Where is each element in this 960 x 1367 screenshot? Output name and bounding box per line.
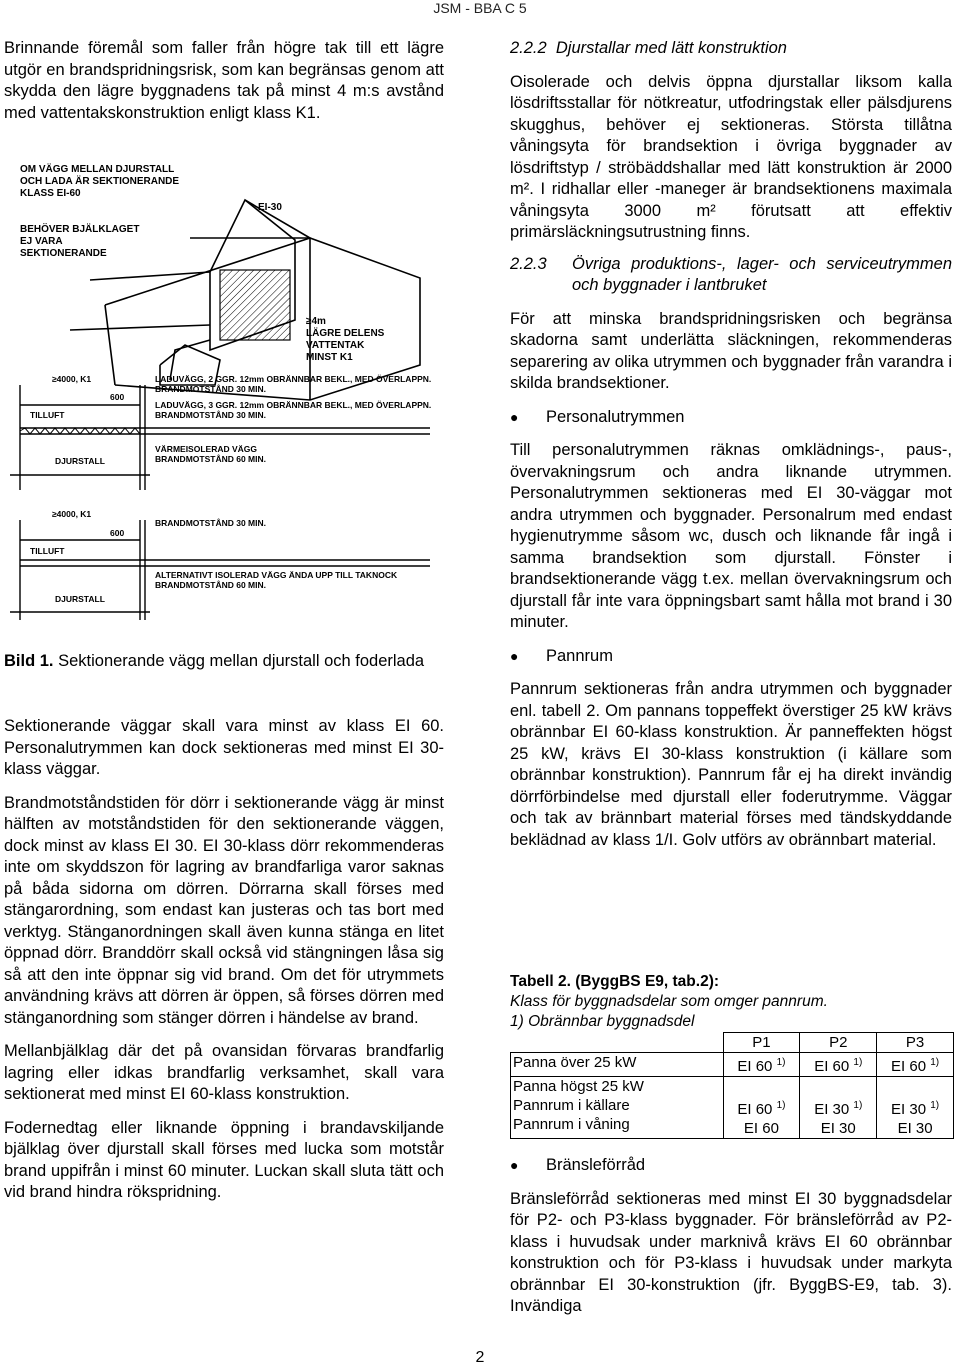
section-2-2-2-heading: 2.2.2 Djurstallar med lätt konstruktion — [510, 39, 787, 57]
table-title: Tabell 2. (ByggBS E9, tab.2): — [510, 973, 720, 990]
diagram-roof-note-1: ≥4m — [306, 316, 326, 327]
s2-brandmotstand: BRANDMOTSTÅND 30 MIN. — [155, 518, 266, 528]
table-subtitle: Klass för byggnadsdelar som omger pannrum. — [510, 993, 828, 1010]
s2-dim-label: ≥4000, K1 — [52, 509, 92, 519]
bullet-personalutrymmen: ● Personalutrymmen — [510, 407, 685, 426]
paragraph-doors: Brandmotståndstiden för dörr i sektionerande vägg är minst hälften av motståndstiden för den sektionerande väggen, dock minst av klass EI 30. EI 30-klass dörr rekommenderas inte om skyddszon för lagring av brandfarliga varor saknas på båda sidorna om dörren. Dörrarna skall förses med stängarordning, som endast kan justeras och tas bort med verktyg. Stänganordningen skall även kunna stänga en litet öppnad dörr. Branddörr skall också vid stängningen låsa sig så att den inte öppnar sig vid brand. Om det för utrymmets användning krävs att dörren är öppen, så förses dörren med stänganordning som stänger dörren i händelse av brand. — [4, 793, 444, 1027]
s2-dim-600: 600 — [110, 528, 125, 538]
paragraph-floors: Mellanbjälklag där det på ovansidan förvaras brandfarlig lagring eller idkas brandfarlig verksamhet, skall vara sektionerat med minst EI 60-klass konstruktion. — [4, 1042, 444, 1103]
s2-alternativt-1: ALTERNATIVT ISOLERAD VÄGG ÄNDA UPP TILL TAKNOCK — [155, 570, 398, 580]
s1-varme-2: BRANDMOTSTÅND 60 MIN. — [155, 454, 266, 464]
s1-djurstall: DJURSTALL — [55, 456, 105, 466]
s1-tilluft: TILLUFT — [30, 410, 65, 420]
diagram-beam-note-2: EJ VARA — [20, 236, 63, 247]
s2-tilluft: TILLUFT — [30, 546, 65, 556]
bullet-bransleforrad: ● Bränsleförråd — [510, 1156, 646, 1174]
table-row: Panna högst 25 kW Pannrum i källare Pannrum i våning EI 60 $^{1)}$ EI 60 EI 30 $^{1)}$ EI 30 EI 30 $^{1)}$ EI 30 — [511, 1077, 954, 1139]
left-body — [4, 716, 444, 1204]
s1-laduvagg-2b: BRANDMOTSTÅND 30 MIN. — [155, 410, 266, 420]
pannrum-text: Pannrum sektioneras från andra utrymmen och byggnader enl. tabell 2. Om pannans toppeffekt överstiger 25 kW krävs obrännbar EI 60-klass konstruktion. Är panneffekten högst 25 kW, krävs EI 30-klass konstruktion (i källare som obrännbar konstruktion). Pannrum får ej ha direkt invändig dörrförbindelse med djurstall eller foderutrymme. Väggar och tak av brännbart material förses med tändskyddande beklädnad av klass 1/I. Golv utförs av obrännbart material. — [510, 680, 952, 849]
s1-laduvagg-1b: BRANDMOTSTÅND 30 MIN. — [155, 384, 266, 394]
paragraph-hatch: Fodernedtag eller liknande öppning i brandavskiljande bjälklag över djurstall skall förses med lucka som motstår brand uppifrån i minst 60 minuter. Luckan skall sluta tätt och vid brand hindra rökspridning. — [4, 1118, 444, 1201]
diagram-top-note-3: KLASS EI-60 — [20, 188, 81, 199]
section-2-2-3-text: För att minska brandspridningsrisken och begränsa skadorna samt underlätta släckningen, rekommenderas separering av olika utrymmen och byggnader från varandra i skilda brandsektioner. — [510, 309, 952, 392]
bransleforrad-block — [510, 1155, 952, 1318]
section-diagram — [10, 160, 440, 640]
s1-laduvagg-2: LADUVÄGG, 3 GGR. 12mm OBRÄNNBAR BEKL., MED ÖVERLAPPN. — [155, 400, 432, 410]
diagram-beam-note-3: SEKTIONERANDE — [20, 248, 107, 259]
diagram-top-note-1: OM VÄGG MELLAN DJURSTALL — [20, 164, 175, 175]
section-2-2-3-heading: 2.2.3 Övriga produktions-, lager- och serviceutrymmen och byggnader i lantbruket — [510, 254, 952, 294]
figure-caption: Bild 1. Sektionerande vägg mellan djurstall och foderlada — [4, 652, 425, 670]
table-2-block — [510, 972, 952, 1139]
s1-dim-label: ≥4000, K1 — [52, 374, 92, 384]
personalutrymmen-text: Till personalutrymmen räknas omklädnings-, paus-, övervakningsrum och andra liknande utrymmen. Personalutrymmen sektioneras med EI 30-väggar mot andra utrymmen och byggnader. Personalrum med endast hygienutrymme såsom wc, dusch och liknande får ingå i samma brandsektion som djurstall. Fönster i brandsektionerande vägg t.ex. mellan övervakningsrum och djurstall får inte vara öppningsbart samt hålla mot brand i 30 minuter. — [510, 441, 952, 631]
class-table — [510, 1032, 954, 1139]
paragraph-walls: Sektionerande väggar skall vara minst av klass EI 60. Personalutrymmen kan dock sektioneras med minst EI 30-klass väggar. — [4, 717, 444, 778]
table-row: Panna över 25 kW EI 60 $^{1)}$ EI 60 $^{1)}$ EI 60 $^{1)}$ — [511, 1053, 954, 1077]
diagram-roof-note-2: LÄGRE DELENS — [306, 328, 385, 339]
intro-paragraph: Brinnande föremål som faller från högre tak till ett lägre utgör en brandspridningsrisk, som kan begränsas genom att skydda den lägre byggnadens tak på minst 4 m:s avstånd med vattentakskonstruktion enligt klass K1. — [4, 39, 444, 122]
diagram-roof-note-3: VATTENTAK — [306, 340, 365, 351]
s1-laduvagg-1: LADUVÄGG, 2 GGR. 12mm OBRÄNNBAR BEKL., MED ÖVERLAPPN. — [155, 374, 432, 384]
diagram-beam-note-1: BEHÖVER BJÄLKLAGET — [20, 224, 140, 235]
s2-djurstall: DJURSTALL — [55, 594, 105, 604]
page-header: JSM - BBA C 5 — [433, 0, 527, 16]
diagram-ei30-label: EI-30 — [258, 202, 282, 213]
right-body — [510, 38, 952, 851]
table-header-row: P1 P2 P3 — [511, 1033, 954, 1053]
diagram-roof-note-4: MINST K1 — [306, 352, 353, 363]
bullet-pannrum: ● Pannrum — [510, 646, 613, 665]
section-2-2-2-text: Oisolerade och delvis öppna djurstallar liksom kalla lösdriftsstallar för nötkreatur, utfodringstak eller pälsdjurens skugghus, behöver ej sektioneras. Största tillåtna våningsyta för brandsektion i övriga byggnader av lösdriftstyp / ströbäddshallar med lätt konstruktion är 2000 m². I ridhallar eller -maneger är brandsektionens maximala våningsyta 3000 m² förutsatt att effektiv primärsläckningsutrustning finns. — [510, 72, 952, 241]
s1-varme-1: VÄRMEISOLERAD VÄGG — [155, 444, 258, 454]
bransleforrad-text: Bränsleförråd sektioneras med minst EI 30 byggnadsdelar för P2- och P3-klass byggnader. För bränsleförråd av P2-klass i huvudsak under marknivå krävs EI 60 obrännbar konstruktion och för P3-klass i huvudsak under markyta obrännbar EI 30-konstruktion (jfr. ByggBS-E9, tab. 3). Invändiga — [510, 1189, 952, 1315]
diagram-top-note-2: OCH LADA ÄR SEKTIONERANDE — [20, 176, 180, 187]
s2-alternativt-2: BRANDMOTSTÅND 60 MIN. — [155, 580, 266, 590]
table-note: 1) Obrännbar byggnadsdel — [510, 1013, 695, 1030]
s1-dim-600: 600 — [110, 392, 125, 402]
page-number: 2 — [475, 1349, 485, 1366]
